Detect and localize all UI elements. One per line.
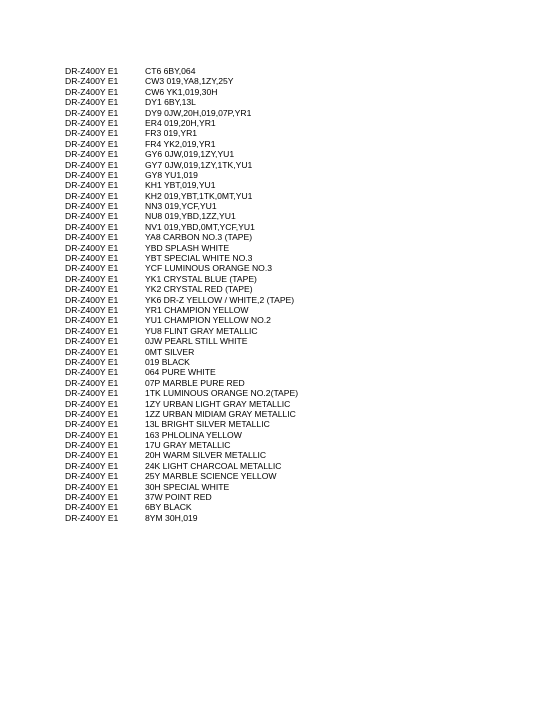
model-code: DR-Z400Y E1 [65, 315, 119, 326]
color-code-description: FR4 YK2,019,YR1 [145, 138, 216, 149]
model-code: DR-Z400Y E1 [65, 232, 119, 243]
list-item [65, 461, 525, 471]
color-code-description: YK1 CRYSTAL BLUE (TAPE) [145, 273, 257, 284]
color-code-description: DY1 6BY,13L [145, 97, 196, 108]
color-code-description: NV1 019,YBD,0MT,YCF,YU1 [145, 221, 255, 232]
model-code: DR-Z400Y E1 [65, 76, 119, 87]
list-item [65, 66, 525, 76]
model-code: DR-Z400Y E1 [65, 460, 119, 471]
list-item [65, 440, 525, 450]
color-code-description: YA8 CARBON NO.3 (TAPE) [145, 232, 253, 243]
model-code: DR-Z400Y E1 [65, 440, 119, 451]
model-code: DR-Z400Y E1 [65, 429, 119, 440]
color-code-description: KH1 YBT,019,YU1 [145, 180, 216, 191]
model-code: DR-Z400Y E1 [65, 66, 119, 76]
color-code-description: GY7 0JW,019,1ZY,1TK,YU1 [145, 159, 253, 170]
list-item [65, 409, 525, 419]
color-code-description: 37W POINT RED [145, 492, 212, 503]
list-item [65, 191, 525, 201]
color-code-description: YU8 FLINT GRAY METALLIC [145, 325, 258, 336]
color-code-description: 17U GRAY METALLIC [145, 440, 231, 451]
list-item [65, 357, 525, 367]
list-item [65, 87, 525, 97]
list-item [65, 326, 525, 336]
color-code-description: 30H SPECIAL WHITE [145, 481, 230, 492]
list-item [65, 222, 525, 232]
model-code: DR-Z400Y E1 [65, 481, 119, 492]
color-code-description: 07P MARBLE PURE RED [145, 377, 245, 388]
model-code: DR-Z400Y E1 [65, 325, 119, 336]
model-code: DR-Z400Y E1 [65, 450, 119, 461]
model-code: DR-Z400Y E1 [65, 180, 119, 191]
list-item [65, 232, 525, 242]
model-code: DR-Z400Y E1 [65, 221, 119, 232]
list-item [65, 378, 525, 388]
list-item [65, 128, 525, 138]
list-item [65, 253, 525, 263]
model-code: DR-Z400Y E1 [65, 97, 119, 108]
color-code-description: 25Y MARBLE SCIENCE YELLOW [145, 471, 277, 482]
model-code: DR-Z400Y E1 [65, 128, 119, 139]
list-item [65, 76, 525, 86]
model-code: DR-Z400Y E1 [65, 294, 119, 305]
list-item [65, 295, 525, 305]
color-code-description: YBT SPECIAL WHITE NO.3 [145, 253, 253, 264]
model-code: DR-Z400Y E1 [65, 284, 119, 295]
model-code: DR-Z400Y E1 [65, 419, 119, 430]
color-code-description: YK2 CRYSTAL RED (TAPE) [145, 284, 253, 295]
model-code: DR-Z400Y E1 [65, 253, 119, 264]
list-item [65, 502, 525, 512]
color-code-description: NU8 019,YBD,1ZZ,YU1 [145, 211, 236, 222]
list-item [65, 263, 525, 273]
list-item [65, 97, 525, 107]
list-item [65, 139, 525, 149]
model-code: DR-Z400Y E1 [65, 388, 119, 399]
color-code-description: GY8 YU1,019 [145, 169, 198, 180]
list-item [65, 336, 525, 346]
model-code: DR-Z400Y E1 [65, 304, 119, 315]
color-code-description: 064 PURE WHITE [145, 367, 216, 378]
color-code-description: 0MT SILVER [145, 346, 195, 357]
color-code-description: 20H WARM SILVER METALLIC [145, 450, 267, 461]
model-code: DR-Z400Y E1 [65, 512, 119, 523]
model-code: DR-Z400Y E1 [65, 242, 119, 253]
model-code: DR-Z400Y E1 [65, 169, 119, 180]
model-code: DR-Z400Y E1 [65, 356, 119, 367]
list-item [65, 305, 525, 315]
list-item [65, 471, 525, 481]
model-code: DR-Z400Y E1 [65, 336, 119, 347]
list-item [65, 170, 525, 180]
list-item [65, 482, 525, 492]
color-code-description: CT6 6BY,064 [145, 66, 196, 76]
list-item [65, 180, 525, 190]
color-code-description: GY6 0JW,019,1ZY,YU1 [145, 149, 235, 160]
color-code-description: 1ZZ URBAN MIDIAM GRAY METALLIC [145, 408, 296, 419]
list-item [65, 149, 525, 159]
model-code: DR-Z400Y E1 [65, 117, 119, 128]
model-code: DR-Z400Y E1 [65, 138, 119, 149]
model-code: DR-Z400Y E1 [65, 190, 119, 201]
color-code-description: YK6 DR-Z YELLOW / WHITE,2 (TAPE) [145, 294, 295, 305]
list-item [65, 315, 525, 325]
color-code-description: 13L BRIGHT SILVER METALLIC [145, 419, 270, 430]
model-code: DR-Z400Y E1 [65, 471, 119, 482]
list-item [65, 388, 525, 398]
model-code: DR-Z400Y E1 [65, 107, 119, 118]
color-code-description: KH2 019,YBT,1TK,0MT,YU1 [145, 190, 253, 201]
model-code: DR-Z400Y E1 [65, 346, 119, 357]
color-code-description: CW3 019,YA8,1ZY,25Y [145, 76, 234, 87]
list-item [65, 419, 525, 429]
color-code-description: CW6 YK1,019,30H [145, 86, 218, 97]
model-code: DR-Z400Y E1 [65, 149, 119, 160]
color-code-description: FR3 019,YR1 [145, 128, 198, 139]
list-item [65, 284, 525, 294]
color-code-description: ER4 019,20H,YR1 [145, 117, 216, 128]
model-code: DR-Z400Y E1 [65, 86, 119, 97]
color-code-description: YR1 CHAMPION YELLOW [145, 304, 249, 315]
model-code: DR-Z400Y E1 [65, 201, 119, 212]
color-code-description: 019 BLACK [145, 356, 190, 367]
list-item [65, 274, 525, 284]
color-code-description: 1ZY URBAN LIGHT GRAY METALLIC [145, 398, 291, 409]
list-item [65, 450, 525, 460]
model-code: DR-Z400Y E1 [65, 263, 119, 274]
list-item [65, 492, 525, 502]
color-code-description: YU1 CHAMPION YELLOW NO.2 [145, 315, 271, 326]
model-code: DR-Z400Y E1 [65, 408, 119, 419]
color-code-description: YBD SPLASH WHITE [145, 242, 230, 253]
color-code-description: 0JW PEARL STILL WHITE [145, 336, 248, 347]
model-code: DR-Z400Y E1 [65, 398, 119, 409]
list-item [65, 243, 525, 253]
model-code: DR-Z400Y E1 [65, 273, 119, 284]
color-code-description: NN3 019,YCF,YU1 [145, 201, 217, 212]
list-item [65, 399, 525, 409]
list-item [65, 430, 525, 440]
list-item [65, 160, 525, 170]
color-code-description: 1TK LUMINOUS ORANGE NO.2(TAPE) [145, 388, 299, 399]
list-item [65, 211, 525, 221]
color-code-description: 6BY BLACK [145, 502, 192, 513]
model-code: DR-Z400Y E1 [65, 367, 119, 378]
color-code-description: 8YM 30H,019 [145, 512, 198, 523]
list-item [65, 118, 525, 128]
color-code-description: DY9 0JW,20H,019,07P,YR1 [145, 107, 252, 118]
model-code: DR-Z400Y E1 [65, 502, 119, 513]
list-item [65, 108, 525, 118]
list-item [65, 513, 525, 523]
model-code: DR-Z400Y E1 [65, 492, 119, 503]
color-code-description: 163 PHLOLINA YELLOW [145, 429, 242, 440]
color-code-description: 24K LIGHT CHARCOAL METALLIC [145, 460, 282, 471]
color-code-description: YCF LUMINOUS ORANGE NO.3 [145, 263, 273, 274]
model-code: DR-Z400Y E1 [65, 377, 119, 388]
list-item [65, 347, 525, 357]
list-item [65, 367, 525, 377]
model-code: DR-Z400Y E1 [65, 159, 119, 170]
model-code: DR-Z400Y E1 [65, 211, 119, 222]
list-item [65, 201, 525, 211]
color-code-list [65, 66, 525, 523]
